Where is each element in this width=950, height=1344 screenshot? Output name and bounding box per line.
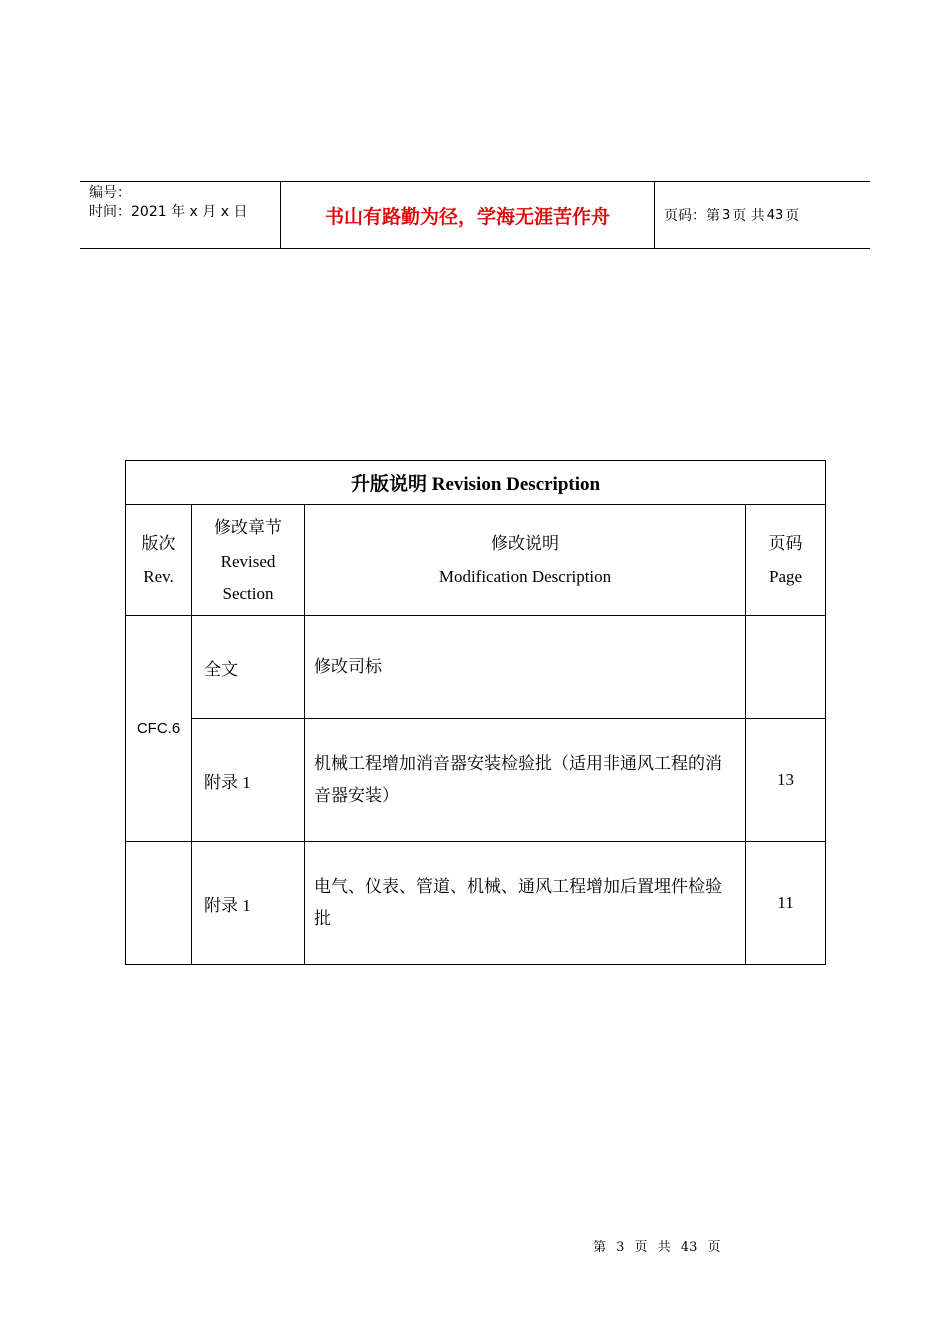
page-prefix: 页码：第 (664, 208, 720, 224)
rev-cell: CFC.6 (126, 616, 192, 842)
header-page-info (655, 182, 870, 248)
header-meta (80, 182, 281, 248)
col-section-en1: Revised (220, 552, 276, 571)
col-description-header (305, 505, 746, 616)
header-time: 时间：2021 年 x 月 x 日 (89, 204, 248, 220)
table-header-row (126, 505, 826, 616)
header-motto: 书山有路勤为径，学海无涯苦作舟 (281, 182, 655, 248)
col-rev-en: Rev. (143, 567, 174, 586)
page-total: 43 (766, 207, 784, 223)
description-cell: 电气、仪表、管道、机械、通风工程增加后置埋件检验批 (305, 842, 746, 965)
col-page-header (746, 505, 826, 616)
revision-table (125, 460, 826, 965)
page-footer: 第 3 页 共 43 页 (593, 1240, 721, 1255)
col-section-en2: Section (222, 584, 274, 603)
col-rev-cn: 版次 (141, 534, 176, 553)
page-cell: 13 (746, 719, 826, 842)
page-mid: 页 共 (732, 208, 765, 224)
revision-table-title: 升版说明 Revision Description (126, 461, 826, 505)
col-section-header (192, 505, 305, 616)
col-rev-header (126, 505, 192, 616)
table-row (126, 719, 826, 842)
page-cell (746, 616, 826, 719)
section-cell: 附录 1 (192, 842, 305, 965)
document-header (80, 181, 870, 249)
rev-cell-empty (126, 842, 192, 965)
page-suffix: 页 (785, 208, 800, 224)
header-number: 编号： (89, 185, 131, 201)
description-cell: 机械工程增加消音器安装检验批（适用非通风工程的消音器安装） (305, 719, 746, 842)
col-description-cn: 修改说明 (491, 534, 559, 553)
section-cell: 附录 1 (192, 719, 305, 842)
page-cell: 11 (746, 842, 826, 965)
col-description-en: Modification Description (438, 567, 612, 586)
page-current: 3 (722, 207, 731, 223)
table-row (126, 842, 826, 965)
description-cell: 修改司标 (305, 616, 746, 719)
col-section-cn: 修改章节 (214, 518, 282, 537)
col-page-en: Page (769, 567, 803, 586)
table-row (126, 616, 826, 719)
section-cell: 全文 (192, 616, 305, 719)
col-page-cn: 页码 (768, 534, 803, 553)
